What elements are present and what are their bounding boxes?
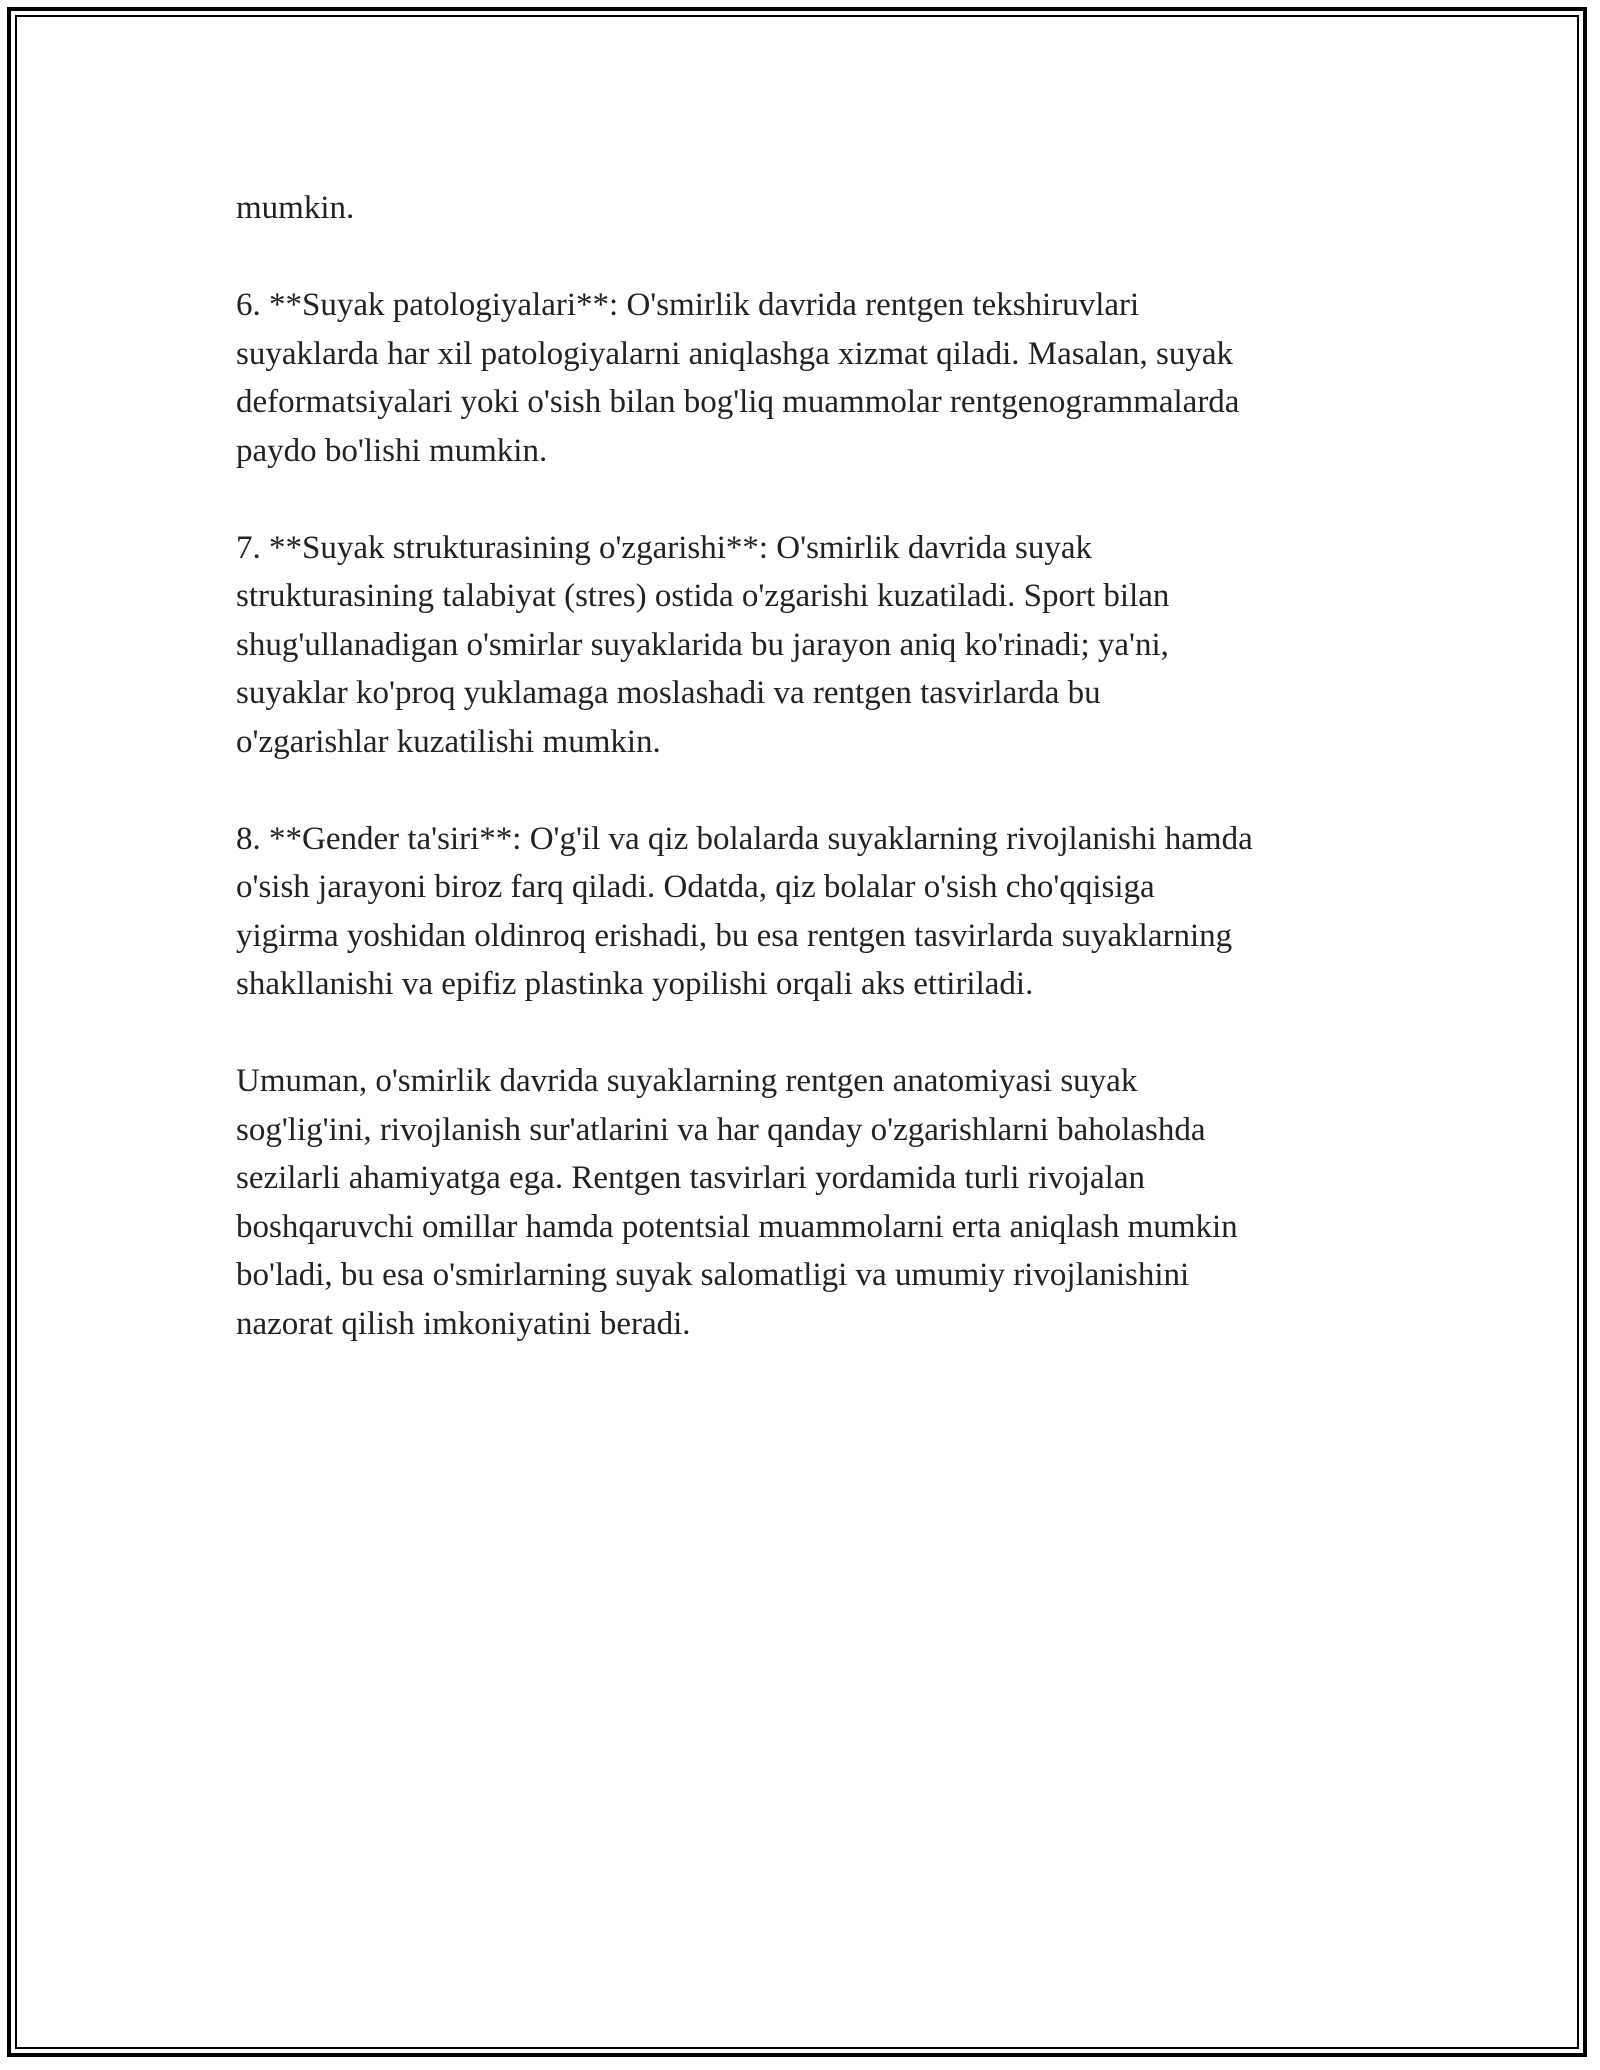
paragraph-item-7-bone-structure-change: 7. **Suyak strukturasining o'zgarishi**: O'smirlik davrida suyak strukturasining talabiyat (stres) ostida o'zgarishi kuzatiladi. Sport bilan shug'ullanadigan o'smirlar suyaklarida bu jarayon aniq ko'rinadi; ya'ni, suyaklar ko'proq yuklamaga moslashadi va rentgen tasvirlarda bu o'zgarishlar kuzatilishi mumkin. [236,529,1170,760]
paragraph-item-6-bone-pathologies: 6. **Suyak patologiyalari**: O'smirlik davrida rentgen tekshiruvlari suyaklarda har xil patologiyalarni aniqlashga xizmat qiladi. Masalan, suyak deformatsiyalari yoki o'sish bilan bog'liq muammolar rentgenogrammalarda paydo bo'lishi mumkin. [236,287,1240,469]
document-body [236,184,1386,1348]
paragraph-continuation: mumkin. [236,190,355,226]
paragraph-conclusion: Umuman, o'smirlik davrida suyaklarning rentgen anatomiyasi suyak sog'lig'ini, rivojlanish sur'atlarini va har qanday o'zgarishlarni baholashda sezilarli ahamiyatga ega. Rentgen tasvirlari yordamida turli rivojalan boshqaruvchi omillar hamda potentsial muammolarni erta aniqlash mumkin bo'ladi, bu esa o'smirlarning suyak salomatligi va umumiy rivojlanishini nazorat qilish imkoniyatini beradi. [236,1063,1238,1342]
paragraph-item-8-gender-influence: 8. **Gender ta'siri**: O'g'il va qiz bolalarda suyaklarning rivojlanishi hamda o'sish jarayoni biroz farq qiladi. Odatda, qiz bolalar o'sish cho'qqisiga yigirma yoshidan oldinroq erishadi, bu esa rentgen tasvirlarda suyaklarning shakllanishi va epifiz plastinka yopilishi orqali aks ettiriladi. [236,820,1253,1002]
